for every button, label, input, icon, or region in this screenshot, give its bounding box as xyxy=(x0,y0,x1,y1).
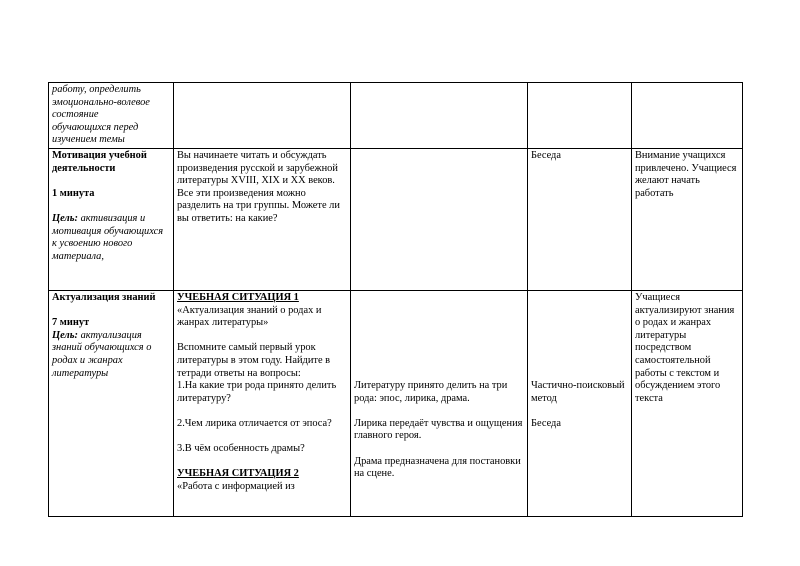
result-cell xyxy=(632,148,743,290)
stage-title: Мотивация учебной деятельности xyxy=(52,149,147,174)
result-cell xyxy=(632,83,743,149)
stage-goal-line: изучением темы xyxy=(52,134,125,146)
situation-2-title: УЧЕБНАЯ СИТУАЦИЯ 2 xyxy=(177,468,299,480)
situation-2-topic: «Работа с информацией из xyxy=(177,480,295,492)
teacher-activity-cell xyxy=(174,148,351,290)
lesson-plan-table xyxy=(48,82,743,517)
method-2: Беседа xyxy=(531,417,561,429)
result-cell xyxy=(632,290,743,516)
stage-goal-line: эмоционально-волевое xyxy=(52,96,150,108)
method-1: Частично-поисковый метод xyxy=(531,379,625,404)
result-text: Учащиеся актуализируют знания о родах и жанрах литературы посредством самостоятельной работы с текстом и обсуждением этого текста xyxy=(635,291,735,404)
stage-duration: 7 минут xyxy=(52,317,90,329)
stage-goal-line: обучающихся перед xyxy=(52,121,139,133)
question-2: 2.Чем лирика отличается от эпоса? xyxy=(177,417,332,429)
stage-goal xyxy=(52,213,170,263)
goal-text: активизация и мотивация обучающихся к усвоению нового материала, xyxy=(52,212,164,262)
stage-cell xyxy=(49,83,174,149)
teacher-activity-cell xyxy=(174,83,351,149)
stage-cell xyxy=(49,290,174,516)
goal-text: актуализация знаний обучающихся о родах и жанрах литературы xyxy=(52,329,152,379)
teacher-activity-cell xyxy=(174,290,351,516)
answer-1: Литературу принято делить на три рода: эпос, лирика, драма. xyxy=(354,379,508,404)
method-cell xyxy=(528,83,632,149)
student-activity-cell xyxy=(351,148,528,290)
goal-label: Цель: xyxy=(52,212,78,224)
stage-goal-line: работу, определить xyxy=(52,84,141,95)
stage-cell xyxy=(49,148,174,290)
situation-1-title: УЧЕБНАЯ СИТУАЦИЯ 1 xyxy=(177,291,299,303)
teacher-intro: Вспомните самый первый урок литературы в этом году. Найдите в тетради ответы на вопросы: xyxy=(177,342,331,379)
stage-goal xyxy=(52,330,170,380)
question-3: 3.В чём особенность драмы? xyxy=(177,443,305,455)
method-cell xyxy=(528,290,632,516)
situation-1-topic: «Актуализация знаний о родах и жанрах литературы» xyxy=(177,304,322,329)
table-row xyxy=(49,83,743,149)
table-row xyxy=(49,290,743,516)
stage-duration: 1 минута xyxy=(52,187,95,199)
stage-goal-line: состояние xyxy=(52,109,99,121)
stage-title: Актуализация знаний xyxy=(52,291,156,303)
student-activity-cell xyxy=(351,290,528,516)
answer-3: Драма предназначена для постановки на сцене. xyxy=(354,455,521,480)
question-1: 1.На какие три рода принято делить литературу? xyxy=(177,380,337,404)
answer-2: Лирика передаёт чувства и ощущения главного героя. xyxy=(354,417,523,442)
method-text: Беседа xyxy=(531,149,561,161)
student-activity-cell xyxy=(351,83,528,149)
result-text: Внимание учащихся привлечено. Учащиеся желают начать работать xyxy=(635,149,737,199)
teacher-text: Вы начинаете читать и обсуждать произведения русской и зарубежной литературы XVIII, XIX и XX веков. Все эти произведения можно разделить на три группы. Можете ли вы ответить: на какие? xyxy=(177,149,340,224)
method-cell xyxy=(528,148,632,290)
table-row xyxy=(49,148,743,290)
goal-label: Цель: xyxy=(52,329,78,341)
